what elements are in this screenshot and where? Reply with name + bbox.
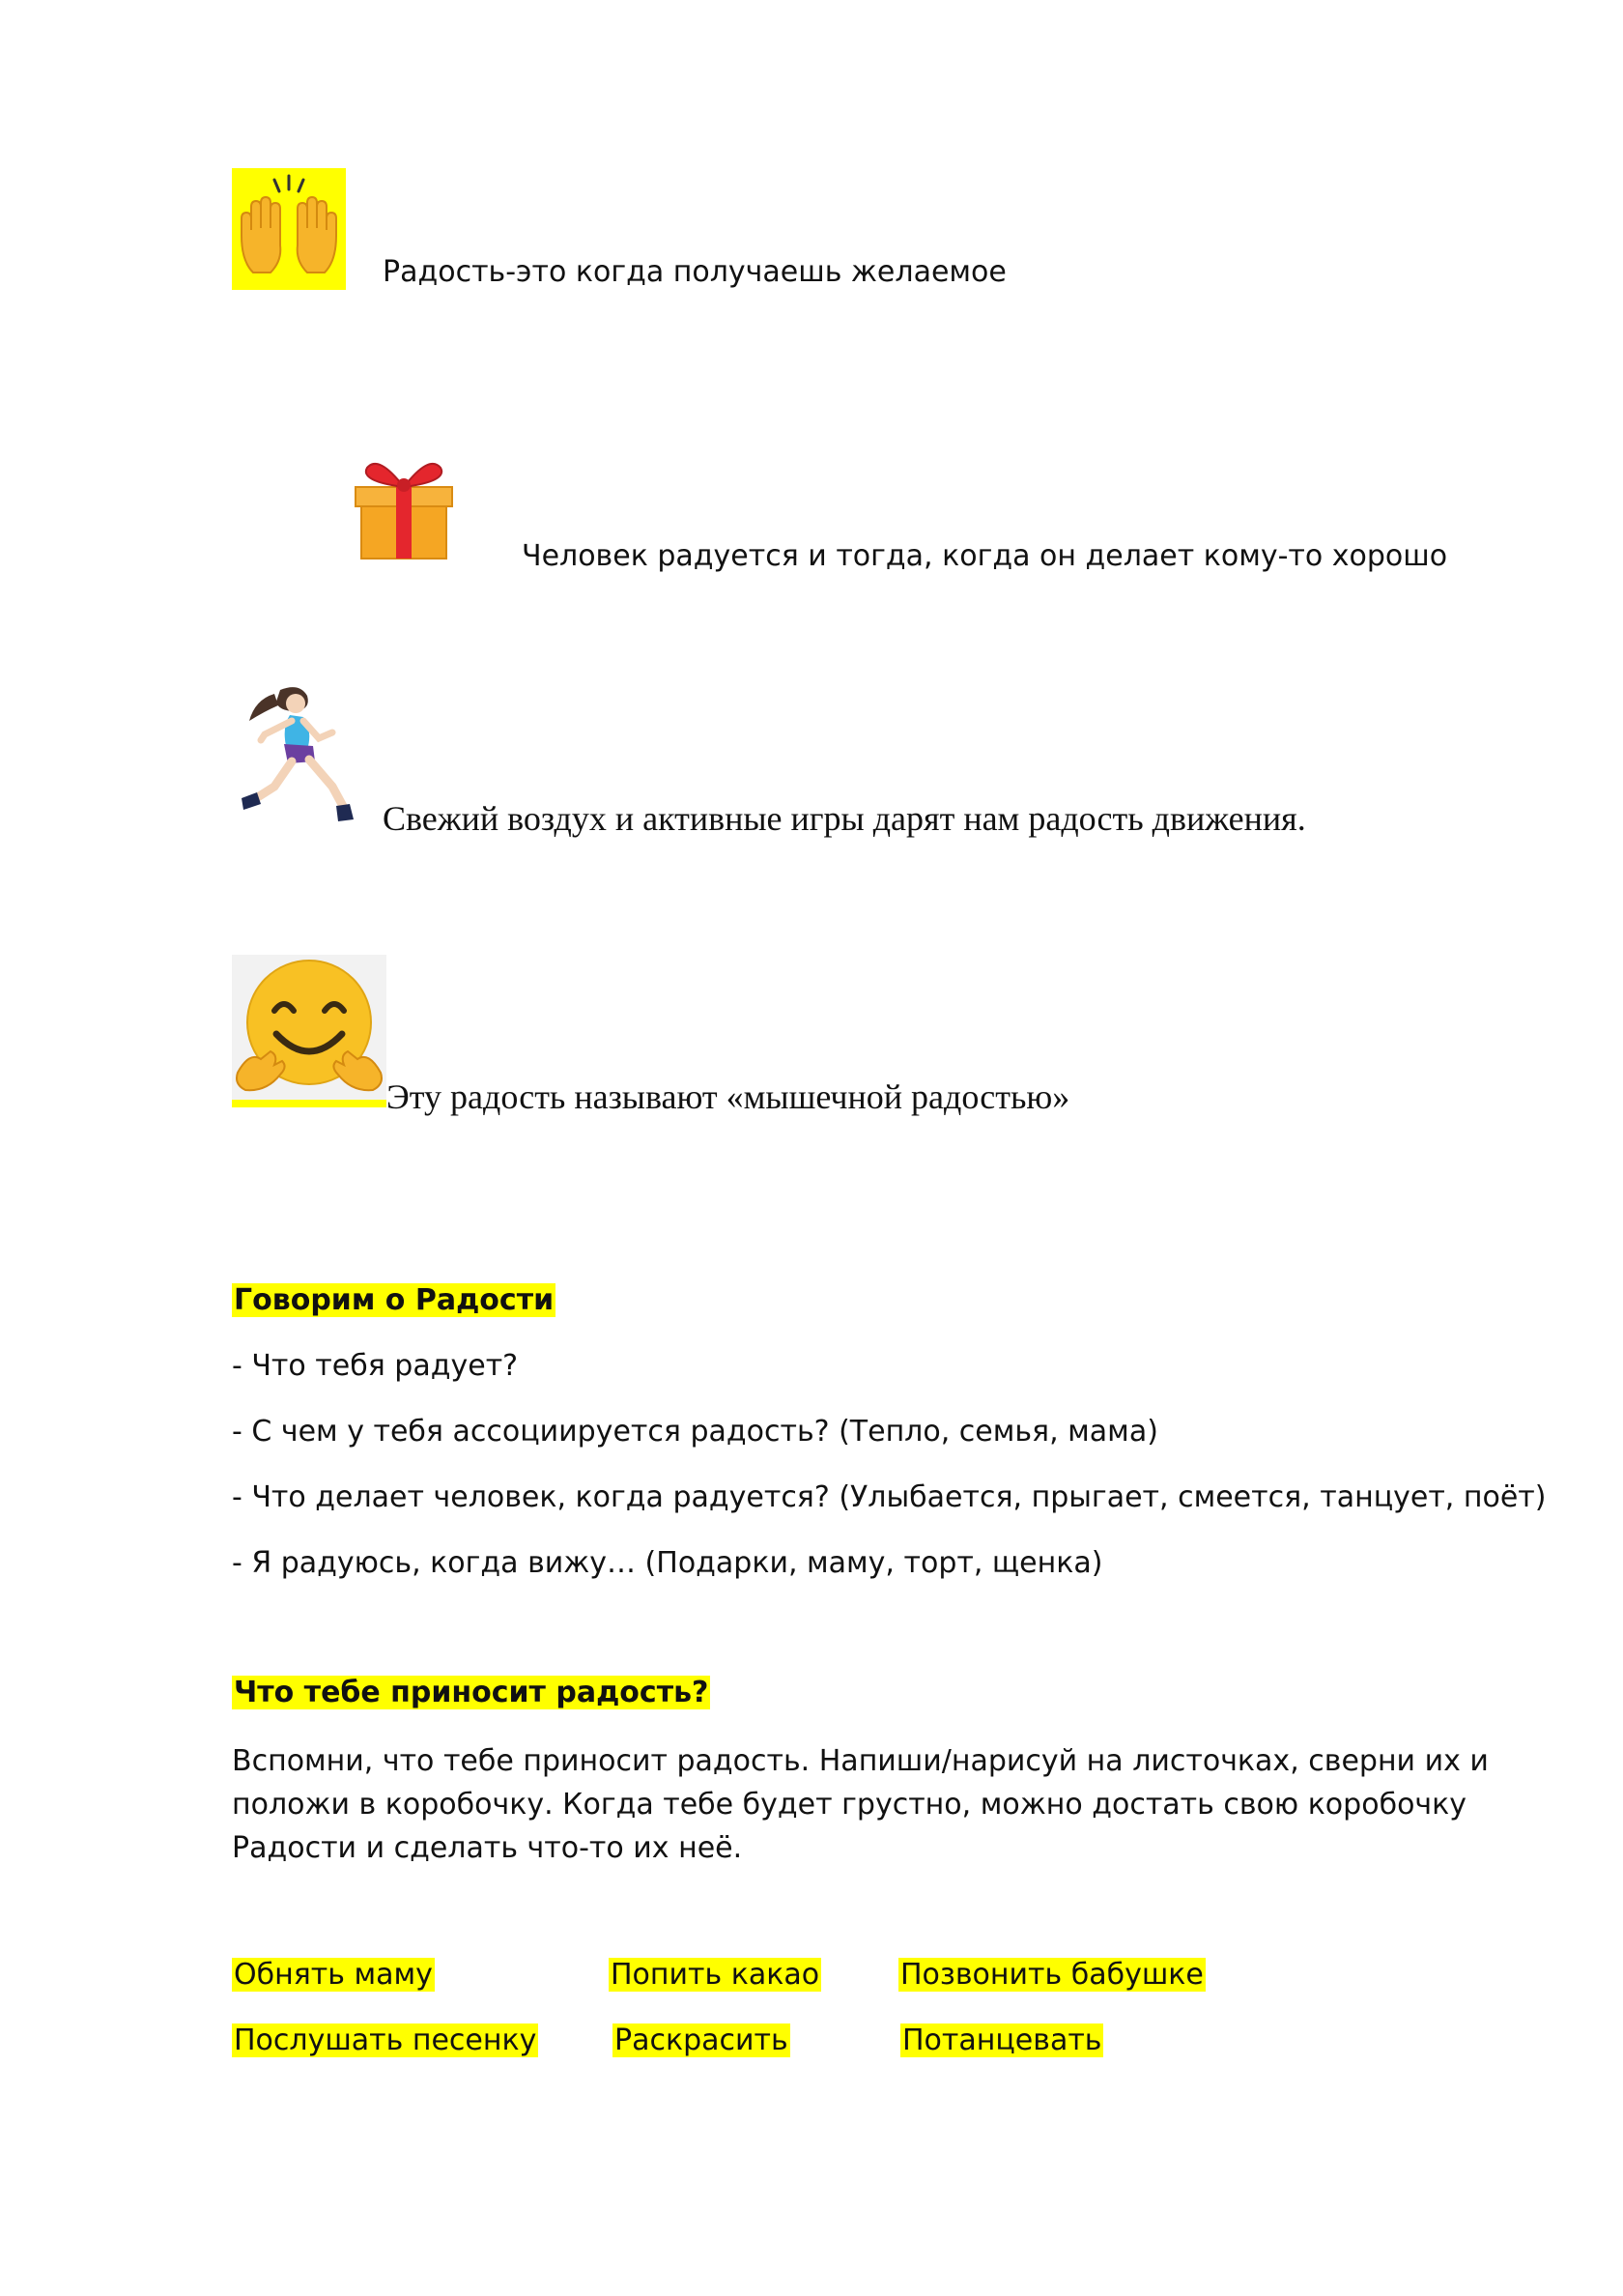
joy-item-text: Свежий воздух и активные игры дарят нам радость движения. [383,799,1306,838]
question-item: - Что тебя радует? [232,1349,519,1383]
idea-item [612,2023,790,2057]
section-heading [232,1283,555,1317]
question-item: - Я радуюсь, когда вижу… (Подарки, маму, торт, щенка) [232,1546,1103,1580]
idea-label: Раскрасить [614,2023,788,2057]
raised-hands-icon [232,168,346,290]
question-item: - Что делает человек, когда радуется? (Улыбается, прыгает, смеется, танцует, поёт) [232,1480,1547,1514]
highlighted-heading: Что тебе приносит радость? [234,1676,709,1709]
highlighted-heading: Говорим о Радости [234,1283,555,1317]
joy-item-text: Радость-это когда получаешь желаемое [383,255,1007,289]
idea-item [232,2023,538,2057]
task-paragraph: Вспомни, что тебе приносит радость. Напиши/нарисуй на листочках, сверни их и положи в коробочку. Когда тебе будет грустно, можно достать свою коробочку Радости и сделать что-то их неё. [232,1744,1489,1865]
joy-item-text: Человек радуется и тогда, когда он делает кому-то хорошо [522,539,1448,573]
gift-icon [350,445,458,562]
joy-item-text: Эту радость называют «мышечной радостью» [386,1077,1070,1116]
running-woman-icon [236,682,367,829]
idea-item [900,2023,1103,2057]
idea-item [232,1958,435,1992]
idea-item [898,1958,1206,1992]
idea-label: Потанцевать [902,2023,1102,2057]
idea-label: Обнять маму [234,1958,433,1992]
question-item: - С чем у тебя ассоциируется радость? (Тепло, семья, мама) [232,1415,1158,1449]
hugging-face-icon [232,955,386,1111]
idea-label: Позвонить бабушке [900,1958,1204,1992]
idea-label: Послушать песенку [234,2023,537,2057]
idea-item [609,1958,821,1992]
section-heading [232,1676,710,1709]
idea-label: Попить какао [611,1958,820,1992]
